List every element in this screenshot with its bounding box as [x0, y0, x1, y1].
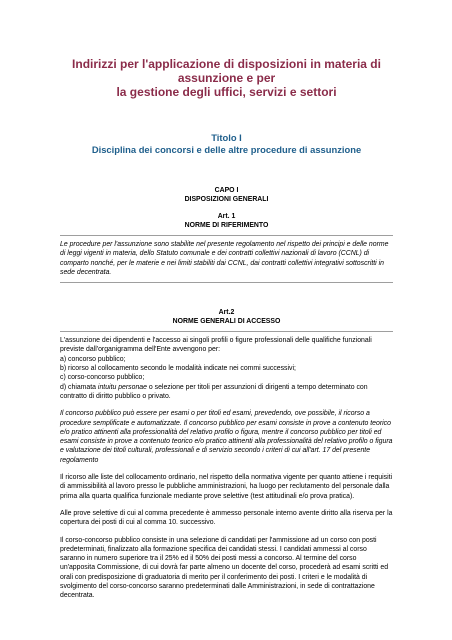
art2-heading	[60, 308, 393, 326]
prove-selettive-paragraph: Alle prove selettive di cui al comma precedente è ammesso personale interno avente diritto alla riserva per la copertura dei posti di cui al comma 10. successivo.	[60, 509, 393, 527]
art2-divider	[60, 331, 393, 332]
list-item-d-rest: o selezione per titoli per assunzioni di dirigenti a tempo determinato con contratto di diritto pubblico o privato.	[60, 383, 368, 400]
list-item-d-italic: intuitu personae	[97, 383, 147, 391]
capo-subtitle: DISPOSIZIONI GENERALI	[184, 196, 269, 203]
titolo-subtitle: Disciplina dei concorsi e delle altre procedure di assunzione	[91, 144, 362, 155]
list-item	[60, 383, 393, 402]
concorso-paragraph: Il concorso pubblico può essere per esami o per titoli ed esami, prevedendo, ove possibile, il ricorso a procedure semplificate e automatizzate. Il concorso pubblico per esami consiste in prove a contenuto teorico e/o pratico attinenti alla professionalità del relativo profilo o figura, mentre il concorso pubblico per titoli ed esami consiste in prove a contenuto teorico e/o pratico attinenti alla professionalità del relativo profilo o figura e valutazione dei titoli culturali, professionali e di servizio secondo i criteri di cui all'art. 17 del presente regolamento	[60, 410, 393, 464]
art2-title: NORME GENERALI DI ACCESSO	[172, 318, 281, 326]
art1-number: Art. 1	[217, 213, 236, 220]
art1-heading	[60, 212, 393, 230]
titolo-heading	[60, 132, 393, 156]
art1-title: NORME DI RIFERIMENTO	[184, 222, 269, 229]
list-item: b) ricorso al collocamento secondo le modalità indicate nei commi successivi;	[60, 365, 296, 373]
collocamento-paragraph: Il ricorso alle liste del collocamento ordinario, nel rispetto della normativa vigente per quanto attiene i requisiti di ammissibilità al lavoro presso le pubbliche amministrazioni, ha luogo per reclutamento del personale dalla prima alla quarta qualifica funzionale mediante prove selettive (test attitudinali e/o prova pratica).	[60, 474, 393, 500]
art1-bottom-divider	[60, 282, 393, 283]
art2-intro: L'assunzione dei dipendenti e l'accesso ai singoli profili o figure professionali delle qualifiche funzionali previste dall'organigramma dell'Ente avvengono per:	[60, 337, 372, 354]
corso-concorso-paragraph: Il corso-concorso pubblico consiste in una selezione di candidati per l'ammissione ad un corso con posti predeterminati, finalizzato alla formazione specifica dei candidati stessi. I candidati ammessi al corso saranno in numero superiore tra il 25% ed il 50% dei posti messi a concorso. Al termine del corso un'apposita Commissione, di cui dovrà far parte almeno un docente del corso, procederà ad esami scritti ed orali con predisposizione di graduatoria di merito per il conferimento dei posti. I criteri e le modalità di svolgimento del corso-concorso saranno predeterminati dalle Amministrazioni, in sede di contrattazione decentrata.	[60, 536, 389, 600]
art2-access-list	[60, 355, 393, 401]
list-item: a) concorso pubblico;	[60, 355, 126, 363]
capo-heading	[60, 186, 393, 204]
art1-divider	[60, 235, 393, 236]
capo-label: CAPO I	[214, 187, 239, 194]
document-title-line-2: la gestione degli uffici, servizi e settori	[116, 85, 337, 99]
list-item-d-lead: d) chiamata	[60, 383, 98, 391]
list-item: c) corso-concorso pubblico;	[60, 374, 145, 382]
titolo-label: Titolo I	[211, 132, 242, 143]
document-title	[60, 0, 393, 99]
art1-paragraph: Le procedure per l'assunzione sono stabilite nel presente regolamento nel rispetto dei principi e delle norme di leggi vigenti in materia, dello Statuto comunale e dei contratti collettivi nazionali di lavoro (CCNL) di comparto nonché, per le materie e nei limiti stabiliti dai CCNL, dai contratti collettivi integrativi sottoscritti in sede decentrata.	[60, 241, 389, 276]
document-title-line-1: Indirizzi per l'applicazione di disposizioni in materia di assunzione e per	[72, 57, 381, 85]
art2-number: Art.2	[218, 309, 235, 317]
